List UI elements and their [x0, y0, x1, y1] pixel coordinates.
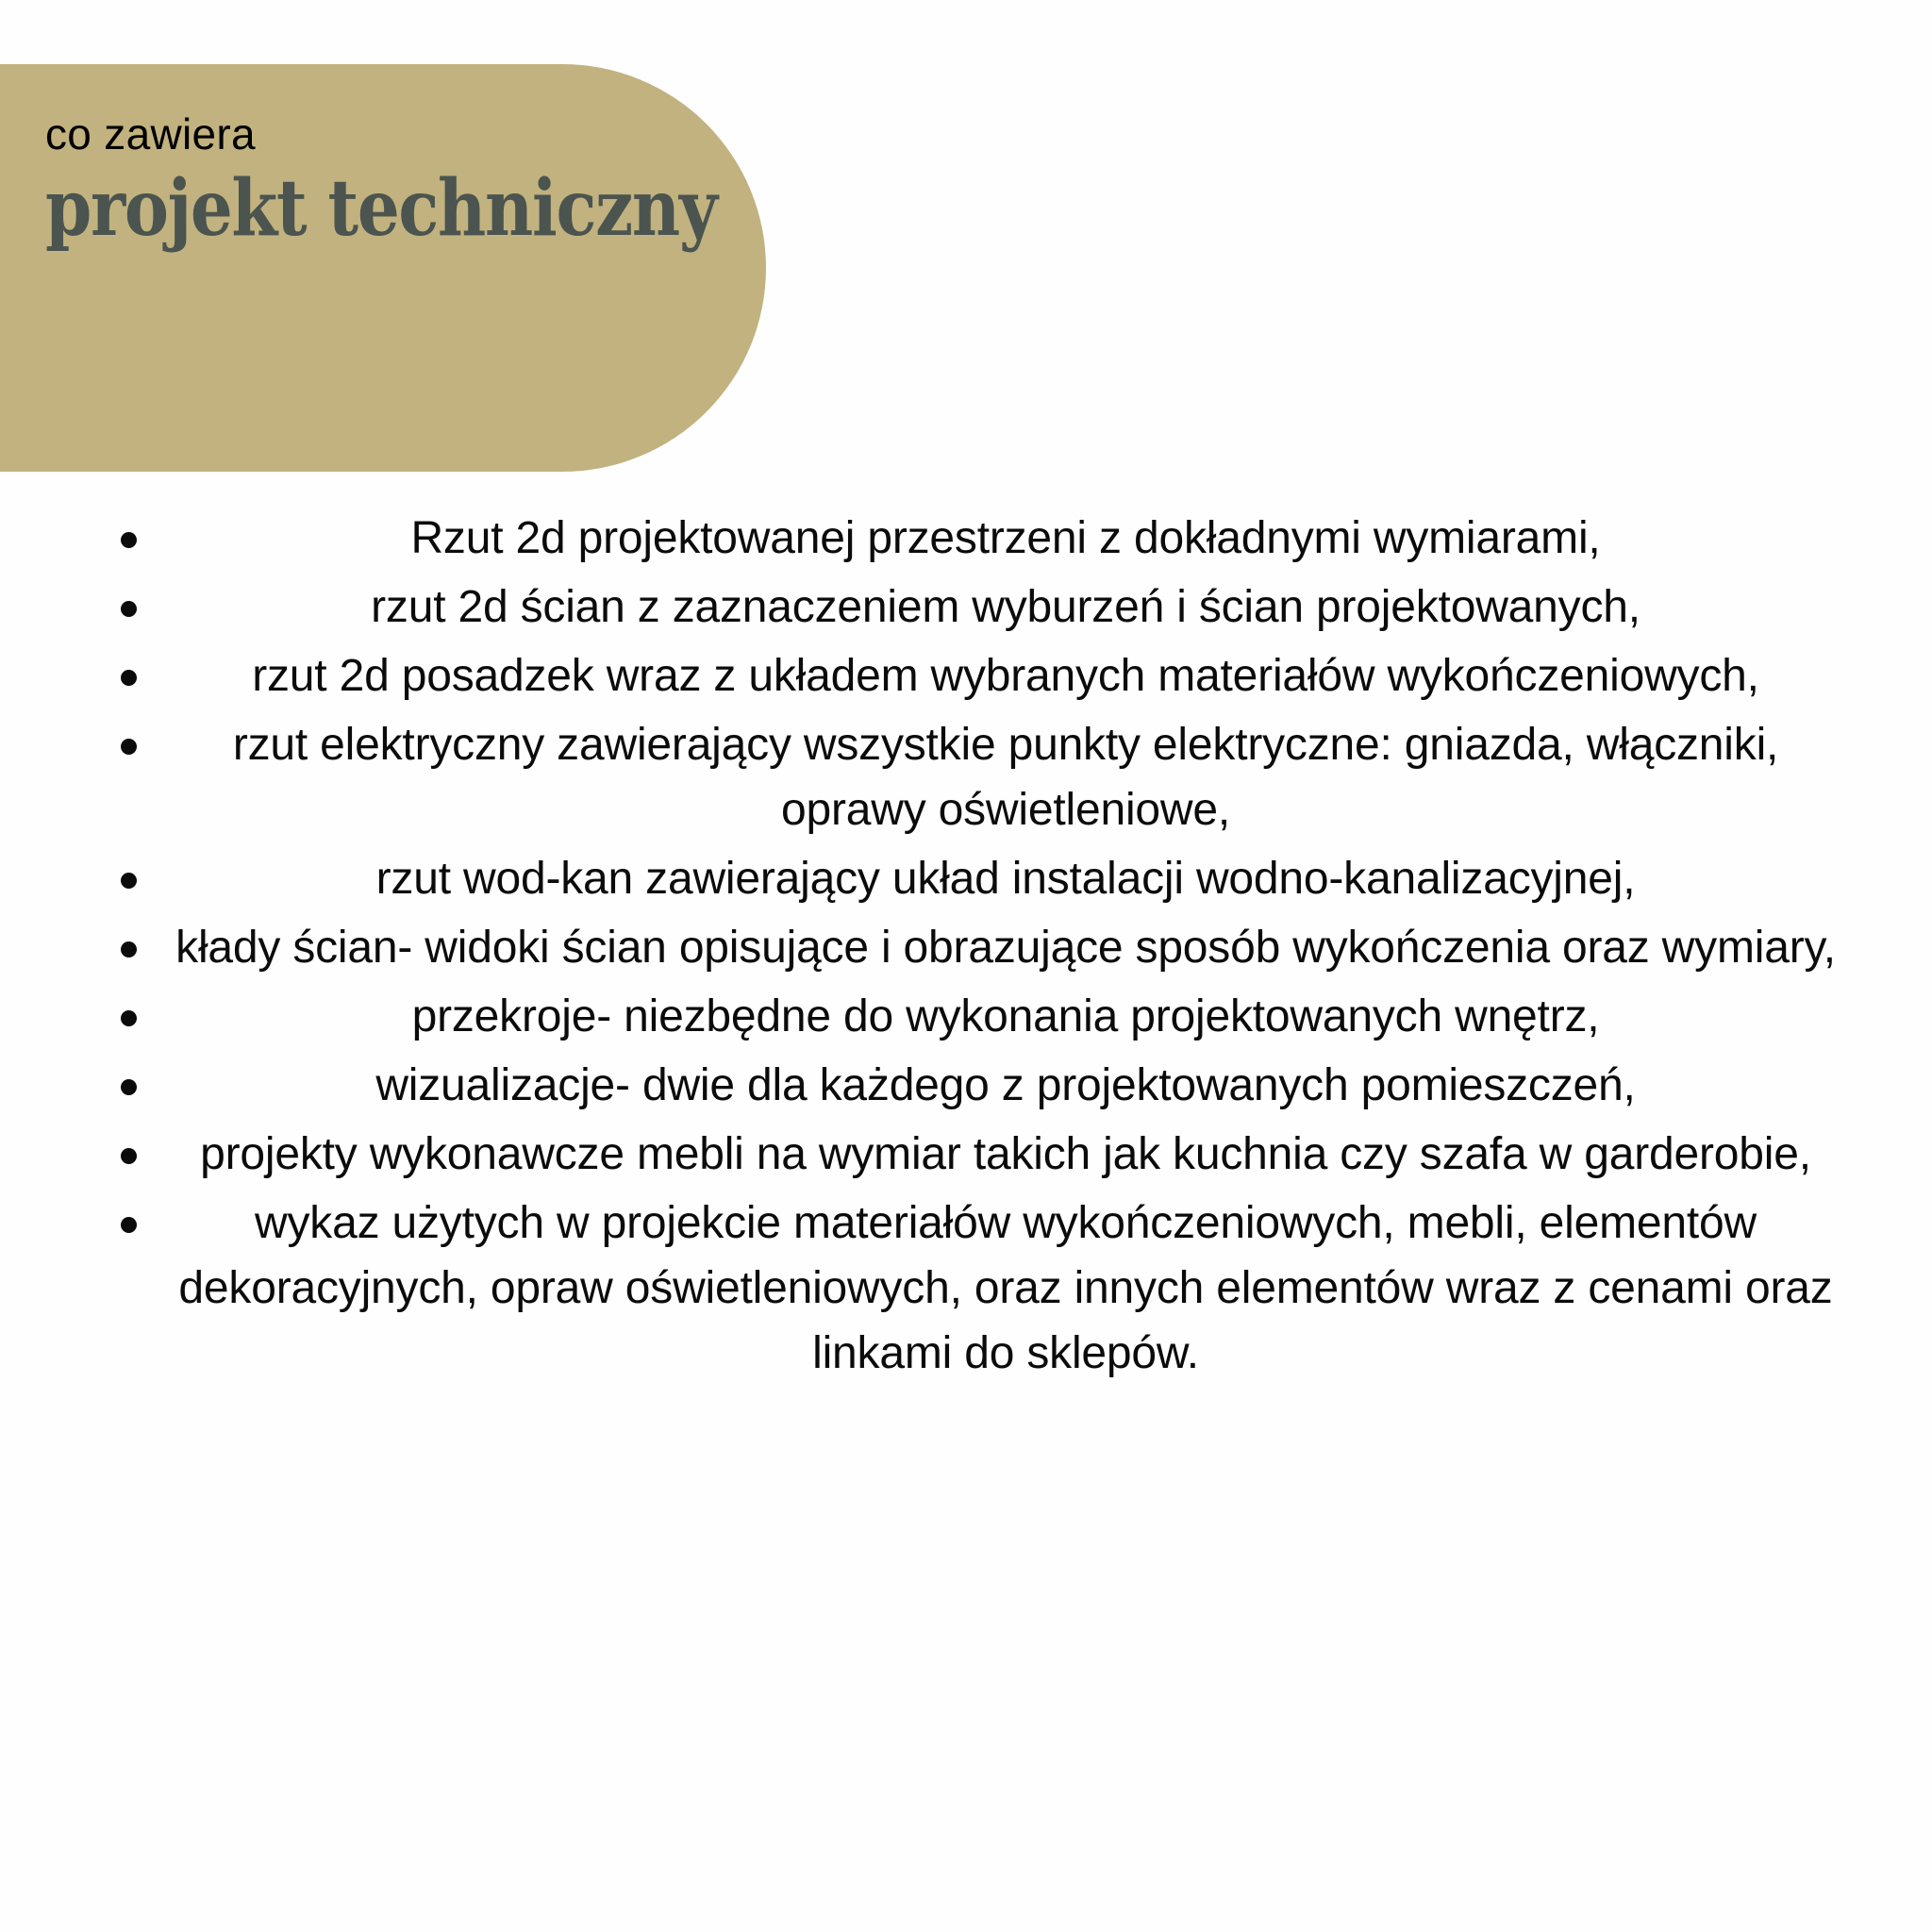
bullet-icon — [121, 1148, 137, 1164]
bullet-icon — [121, 670, 137, 686]
bullet-icon — [121, 739, 137, 755]
list-item — [91, 915, 1857, 980]
list-item — [91, 506, 1857, 571]
list-item-label: przekroje- niezbędne do wykonania projektowanych wnętrz, — [411, 991, 1600, 1041]
list-item-label: rzut elektryczny zawierający wszystkie punkty elektryczne: gniazda, włączniki, oprawy oświetleniowe, — [232, 720, 1779, 835]
bullet-icon — [121, 873, 137, 889]
bullet-icon — [121, 532, 137, 548]
list-item — [91, 1122, 1857, 1187]
bullet-icon — [121, 1217, 137, 1233]
header-text-block — [45, 109, 781, 255]
list-item-label: rzut 2d posadzek wraz z układem wybranych materiałów wykończeniowych, — [252, 651, 1759, 701]
list-item-label: rzut 2d ścian z zaznaczeniem wyburzeń i ścian projektowanych, — [371, 582, 1641, 632]
eyebrow-label: co zawiera — [45, 109, 256, 158]
page-title: projekt techniczny — [45, 163, 717, 255]
list-item-label: wykaz użytych w projekcie materiałów wykończeniowych, mebli, elementów dekoracyjnych, opraw oświetleniowych, oraz innych elementów wraz z cenami oraz linkami do sklepów. — [178, 1198, 1833, 1378]
list-item-label: Rzut 2d projektowanej przestrzeni z dokładnymi wymiarami, — [410, 513, 1601, 563]
list-item — [91, 712, 1857, 842]
list-item-label: kłady ścian- widoki ścian opisujące i obrazujące sposób wykończenia oraz wymiary, — [175, 923, 1836, 973]
list-item — [91, 1053, 1857, 1118]
bullet-icon — [121, 941, 137, 958]
list-item — [91, 643, 1857, 708]
list-item-label: wizualizacje- dwie dla każdego z projektowanych pomieszczeń, — [375, 1060, 1636, 1110]
list-item-label: projekty wykonawcze mebli na wymiar takich jak kuchnia czy szafa w garderobie, — [200, 1129, 1811, 1179]
list-item — [91, 1191, 1857, 1386]
list-item — [91, 984, 1857, 1049]
features-list — [91, 506, 1857, 1390]
bullet-icon — [121, 601, 137, 617]
list-item-label: rzut wod-kan zawierający układ instalacji wodno-kanalizacyjnej, — [375, 854, 1636, 904]
bullet-icon — [121, 1010, 137, 1026]
list-item — [91, 846, 1857, 911]
bullet-icon — [121, 1079, 137, 1095]
list-item — [91, 575, 1857, 640]
